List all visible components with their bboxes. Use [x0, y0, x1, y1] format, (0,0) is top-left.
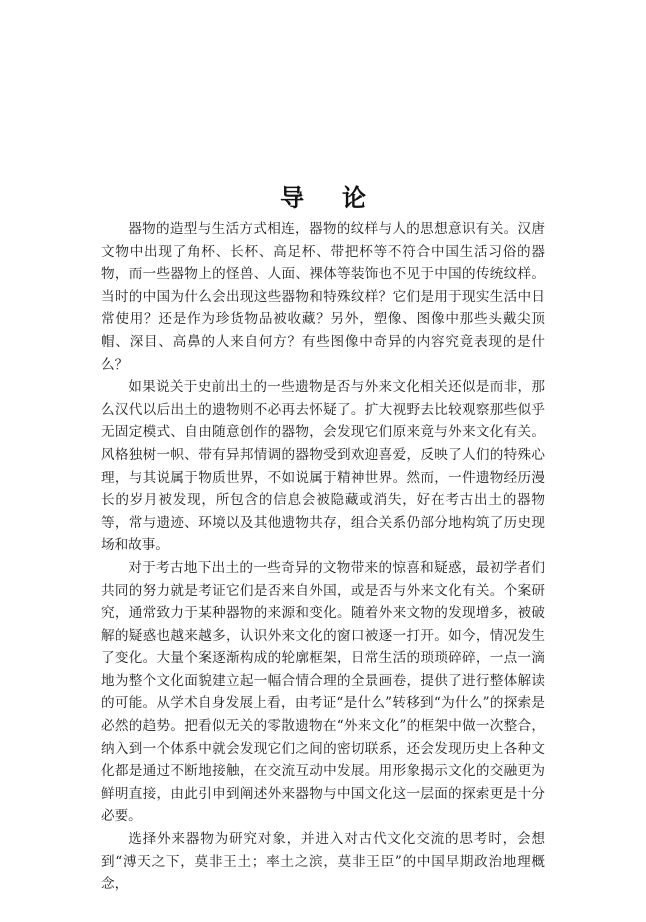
paragraph-2: 如果说关于史前出土的一些遗物是否与外来文化相关还似是而非，那么汉代以后出土的遗物则不必再去怀疑了。扩大视野去比较观察那些似乎无固定模式、自由随意创作的器物，会发现它们原来竟与外来文化有关。风格独树一帜、带有异邦情调的器物受到欢迎喜爱，反映了人们的特殊心理，与其说属于物质世界，不如说属于精神世界。然而，一件遗物经历漫长的岁月被发现，所包含的信息会被隐藏或消失，好在考古出土的器物等，常与遗迹、环境以及其他遗物共存，组合关系仍部分地构筑了历史现场和故事。 — [101, 379, 545, 554]
paragraph-1: 器物的造型与生活方式相连，器物的纹样与人的思想意识有关。汉唐文物中出现了角杯、长杯、高足杯、带把杯等不符合中国生活习俗的器物，而一些器物上的怪兽、人面、裸体等装饰也不见于中国的传统纹样。当时的中国为什么会出现这些器物和特殊纹样？它们是用于现实生活中日常使用？还是作为珍货物品被收藏？另外，塑像、图像中那些头戴尖顶帽、深目、高鼻的人来自何方？有些图像中奇异的内容究竟表现的是什么？ — [101, 221, 545, 373]
paragraph-3: 对于考古地下出土的一些奇异的文物带来的惊喜和疑惑，最初学者们共同的努力就是考证它们是否来自外国，或是否与外来文化有关。个案研究，通常致力于某种器物的来源和变化。随着外来文物的发现增多，被破解的疑惑也越来越多，认识外来文化的窗口被逐一打开。如今，情况发生了变化。大量个案逐渐构成的轮廓框架，日常生活的琐琐碎碎，一点一滴地为整个文化面貌建立起一幅合情合理的全景画卷，提供了进行整体解读的可能。从学术自身发展上看，由考证“是什么”转移到“为什么”的探索是必然的趋势。把看似无关的零散遗物在“外来文化”的框架中做一次整合，纳入到一个体系中就会发现它们之间的密切联系，还会发现历史上各种文化都是通过不断地接触，在交流互动中发展。用形象揭示文化的交融更为鲜明直接，由此引申到阐述外来器物与中国文化这一层面的探索更是十分必要。 — [101, 559, 545, 825]
paragraph-4: 选择外来器物为研究对象，并进入对古代文化交流的思考时，会想到“溥天之下，莫非王土；率土之滨，莫非王臣”的中国早期政治地理概念， — [101, 831, 545, 893]
chapter-title: 导论 — [280, 183, 404, 213]
chapter-body — [101, 218, 545, 896]
